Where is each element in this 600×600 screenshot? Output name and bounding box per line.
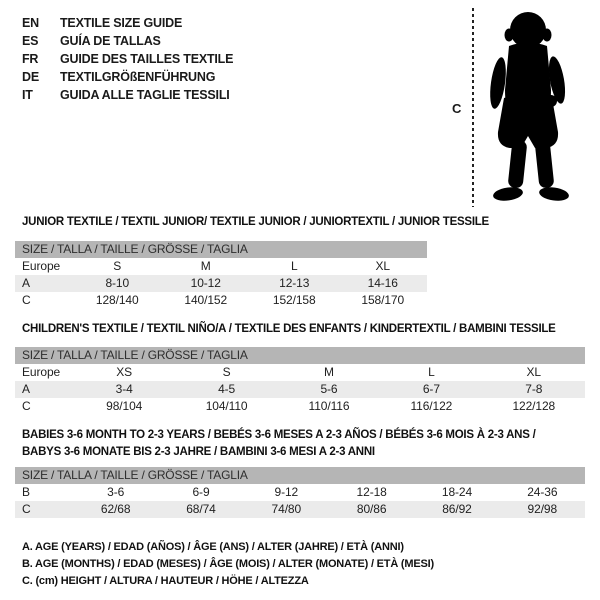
lang-code: IT xyxy=(22,88,33,102)
size-header-label: SIZE / TALLA / TAILLE / GRÖSSE / TAGLIA xyxy=(15,347,585,364)
height-measure-dashed-line xyxy=(472,8,474,207)
size-value: XL xyxy=(375,259,390,273)
lang-title: TEXTILE SIZE GUIDE xyxy=(60,16,183,30)
size-value: S xyxy=(222,365,231,379)
size-value: M xyxy=(200,259,211,273)
lang-title: GUÍA DE TALLAS xyxy=(60,34,161,48)
age-value: 8-10 xyxy=(105,276,130,290)
height-value: 62/68 xyxy=(100,502,131,516)
lang-row-fr xyxy=(22,50,233,68)
babies-table-title xyxy=(22,427,536,461)
size-value: L xyxy=(428,365,435,379)
lang-title: GUIDE DES TAILLES TEXTILE xyxy=(60,52,234,66)
row-b xyxy=(15,484,585,501)
row-label: Europe xyxy=(22,259,61,273)
baby-silhouette-icon xyxy=(484,8,578,207)
row-a xyxy=(15,275,427,292)
height-value: 122/128 xyxy=(512,399,556,413)
size-header-row xyxy=(15,347,585,364)
height-value: 140/152 xyxy=(184,293,228,307)
height-measure-label: C xyxy=(452,101,462,116)
height-value: 128/140 xyxy=(95,293,139,307)
row-c xyxy=(15,398,585,415)
babies-table-title-line1: BABIES 3-6 MONTH TO 2-3 YEARS / BEBÉS 3-6 MESES A 2-3 AÑOS / BÉBÉS 3-6 MOIS À 2-3 ANS / xyxy=(22,429,536,441)
row-c xyxy=(15,292,427,309)
height-value: 80/86 xyxy=(356,502,387,516)
age-months-value: 12-18 xyxy=(356,485,387,499)
children-table-title: CHILDREN'S TEXTILE / TEXTIL NIÑO/A / TEXTILE DES ENFANTS / KINDERTEXTIL / BAMBINI TESSILE xyxy=(22,323,556,335)
age-value: 7-8 xyxy=(525,382,543,396)
size-value: S xyxy=(113,259,122,273)
junior-table-title: JUNIOR TEXTILE / TEXTIL JUNIOR/ TEXTILE JUNIOR / JUNIORTEXTIL / JUNIOR TESSILE xyxy=(22,216,489,228)
footnote-a: A. AGE (YEARS) / EDAD (AÑOS) / ÂGE (ANS) / ALTER (JAHRE) / ETÀ (ANNI) xyxy=(22,541,404,553)
row-label: Europe xyxy=(22,365,61,379)
age-value: 5-6 xyxy=(320,382,338,396)
age-value: 4-5 xyxy=(218,382,236,396)
size-header-row xyxy=(15,467,585,484)
size-header-row xyxy=(15,241,427,258)
size-value: XS xyxy=(116,365,133,379)
lang-row-it xyxy=(22,86,233,104)
lang-title: TEXTILGRÖßENFÜHRUNG xyxy=(60,70,216,84)
row-a xyxy=(15,381,585,398)
row-c xyxy=(15,501,585,518)
footnote-c: C. (cm) HEIGHT / ALTURA / HAUTEUR / HÖHE / ALTEZZA xyxy=(22,575,309,587)
age-months-value: 18-24 xyxy=(441,485,473,499)
lang-code: FR xyxy=(22,52,39,66)
height-value: 152/158 xyxy=(272,293,316,307)
height-value: 68/74 xyxy=(186,502,216,516)
lang-code: ES xyxy=(22,34,39,48)
size-value: L xyxy=(290,259,298,273)
age-value: 6-7 xyxy=(422,382,440,396)
row-label: A xyxy=(22,276,30,290)
lang-row-en xyxy=(22,14,233,32)
age-value: 14-16 xyxy=(367,276,398,290)
height-value: 86/92 xyxy=(442,502,472,516)
lang-row-de xyxy=(22,68,233,86)
language-title-list xyxy=(22,14,233,104)
height-value: 74/80 xyxy=(271,502,302,516)
size-value: XL xyxy=(526,365,542,379)
height-value: 116/122 xyxy=(410,399,453,413)
size-value: M xyxy=(324,365,334,379)
age-months-value: 6-9 xyxy=(192,485,210,499)
age-months-value: 24-36 xyxy=(527,485,558,499)
row-europe xyxy=(15,258,427,275)
age-months-value: 9-12 xyxy=(274,485,299,499)
height-value: 158/170 xyxy=(361,293,405,307)
footnote-b: B. AGE (MONTHS) / EDAD (MESES) / ÂGE (MOIS) / ALTER (MONATE) / ETÀ (MESI) xyxy=(22,558,434,570)
row-label: B xyxy=(22,485,30,499)
height-value: 92/98 xyxy=(527,502,558,516)
height-value: 98/104 xyxy=(106,399,143,413)
babies-table-title-line2: BABYS 3-6 MONATE BIS 2-3 JAHRE / BAMBINI 3-6 MESI A 2-3 ANNI xyxy=(22,446,375,458)
children-size-table xyxy=(15,347,585,415)
age-value: 3-4 xyxy=(115,382,133,396)
lang-row-es xyxy=(22,32,233,50)
lang-code: DE xyxy=(22,70,39,84)
age-months-value: 3-6 xyxy=(107,485,125,499)
row-europe xyxy=(15,364,585,381)
age-value: 12-13 xyxy=(279,276,310,290)
row-label: A xyxy=(22,382,30,396)
junior-size-table xyxy=(15,241,427,309)
size-header-label: SIZE / TALLA / TAILLE / GRÖSSE / TAGLIA xyxy=(15,241,427,258)
lang-code: EN xyxy=(22,16,39,30)
row-label: C xyxy=(22,502,31,516)
lang-title: GUIDA ALLE TAGLIE TESSILI xyxy=(60,88,230,102)
height-value: 110/116 xyxy=(308,399,350,413)
age-value: 10-12 xyxy=(190,276,221,290)
size-header-label: SIZE / TALLA / TAILLE / GRÖSSE / TAGLIA xyxy=(15,467,585,484)
height-value: 104/110 xyxy=(205,399,248,413)
row-label: C xyxy=(22,399,31,413)
babies-size-table xyxy=(15,467,585,518)
row-label: C xyxy=(22,293,31,307)
